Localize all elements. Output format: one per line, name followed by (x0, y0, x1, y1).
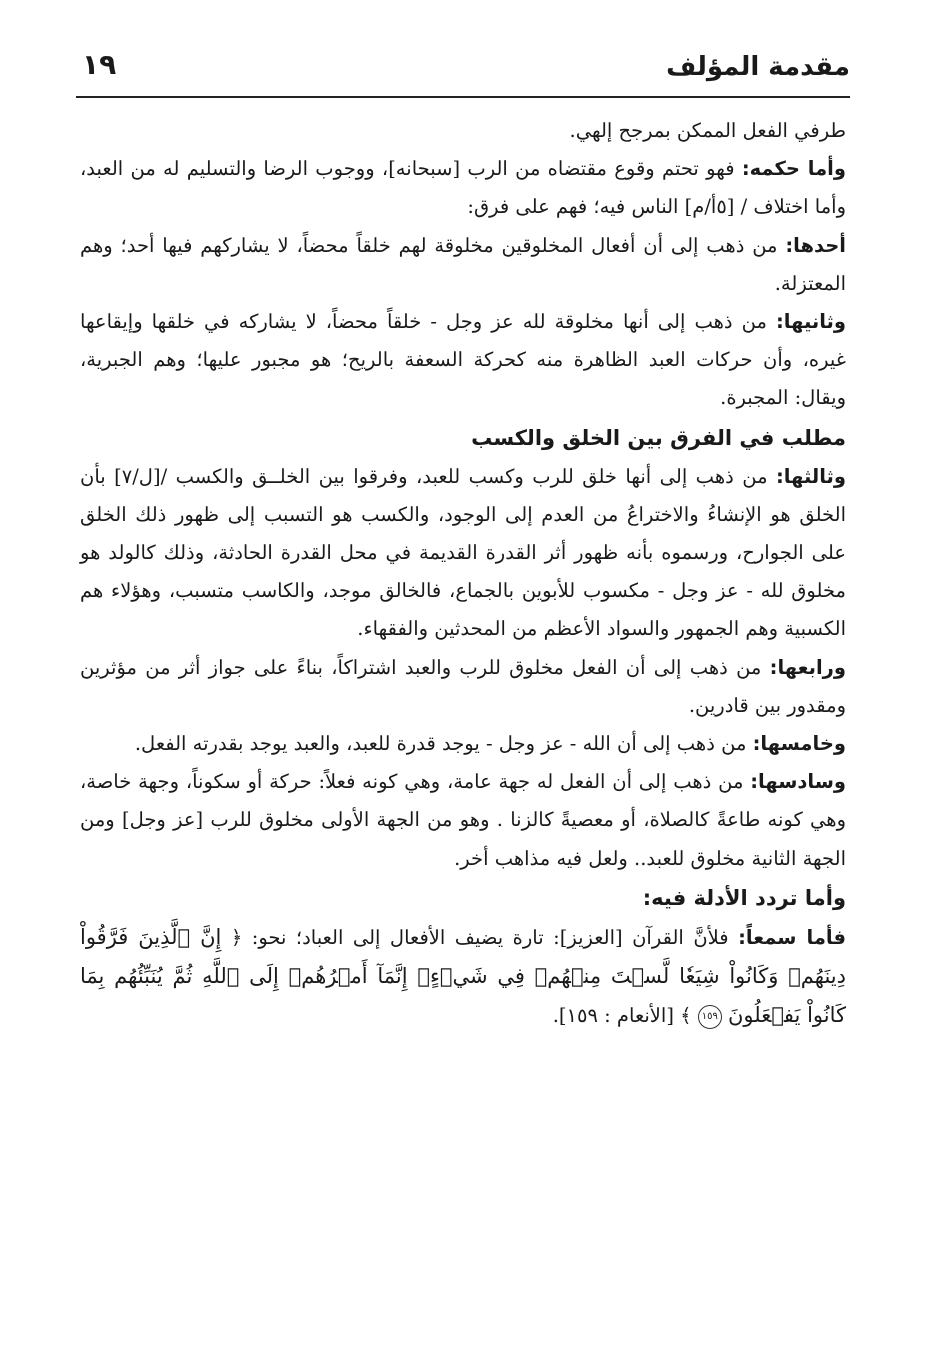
paragraph-lead: وثالثها: (775, 464, 846, 488)
paragraph-lead: وسادسها: (750, 770, 846, 794)
header-rule (76, 96, 850, 98)
paragraph-text: طرفي الفعل الممكن بمرجح إلهي. (569, 119, 846, 142)
paragraph-lead: وثانيها: (775, 310, 846, 334)
paragraph (80, 649, 846, 725)
paragraph (80, 303, 846, 418)
body-text (80, 112, 846, 1035)
paragraph-lead: وخامسها: (752, 732, 846, 756)
running-title: مقدمة المؤلف (666, 52, 850, 82)
paragraph-text: من ذهب إلى أن الله - عز وجل - يوجد قدرة للعبد، والعبد يوجد بقدرته الفعل. (134, 732, 753, 756)
paragraph-text: من ذهب إلى أنها مخلوقة لله عز وجل - خلقاً محضاً، لا يشاركه في خلقها وإيقاعها غيره، وأن حركات العبد الظاهرة منه كحركة السعفة بالريح؛ هو مجبور عليها؛ وهم الجبرية، ويقال: المجبرة. (80, 310, 846, 410)
page-header (76, 44, 850, 88)
paragraph (80, 458, 846, 649)
paragraph-text: فهو تحتم وقوع مقتضاه من الرب [سبحانه]، ووجوب الرضا والتسليم له من العبد، وأما اختلاف / [٥أ/م] الناس فيه؛ فهم على فرق: (80, 157, 846, 219)
paragraph-lead: ورابعها: (769, 655, 846, 679)
paragraph (80, 227, 846, 303)
paragraph (80, 150, 846, 226)
paragraph (80, 725, 846, 763)
paragraph (80, 918, 846, 1036)
paragraph-text: من ذهب إلى أنها خلق للرب وكسب للعبد، وفرقوا بين الخلــق والكسب /[ل/٧] بأن الخلق هو الإنشاءُ والاختراعُ من العدم إلى الوجود، والكسب هو التسبب إلى ظهور ذلك الخلق على الجوارح، ورسموه بأنه ظهور أثر القدرة القديمة في محل القدرة الحادثة، وذلك كالولد هو مخلوق لله - عز وجل - مكسوب للأبوين بالجماع، فالخالق موجد، والكاسب متسبب، وهؤلاء هم الكسبية وهم الجمهور والسواد الأعظم من المحدثين والفقهاء. (80, 464, 846, 641)
paragraph-lead: فأما سمعاً: (738, 925, 847, 949)
ayah-end-icon: ١٥٩ (698, 1005, 722, 1029)
paragraph (80, 763, 846, 878)
page-number: ١٩ (82, 48, 117, 81)
paragraph-text: فلأنَّ القرآن [العزيز]: تارة يضيف الأفعال إلى العباد؛ نحو: ﴿ (221, 925, 739, 949)
paragraph-lead: وأما حكمه: (741, 157, 846, 181)
paragraph-text: من ذهب إلى أن الفعل له جهة عامة، وهي كونه فعلاً: حركة أو سكوناً، وجهة خاصة، وهي كونه طاعةً كالصلاة، أو معصيةً كالزنا . وهو من الجهة الأولى مخلوق للرب [عز وجل] ومن الجهة الثانية مخلوق للعبد.. ولعل فيه مذاهب أخر. (80, 770, 846, 870)
paragraph-text: ﴾ [الأنعام : ١٥٩]. (552, 1004, 698, 1028)
paragraph (80, 112, 846, 150)
section-heading: مطلب في الفرق بين الخلق والكسب (471, 425, 846, 450)
paragraph-lead: أحدها: (785, 233, 846, 257)
paragraph-text: من ذهب إلى أن الفعل مخلوق للرب والعبد اشتراكاً، بناءً على جواز أثر من مؤثرين ومقدور بين قادرين. (80, 655, 846, 717)
evidence-heading: وأما تردد الأدلة فيه: (642, 885, 846, 910)
paragraph-text: من ذهب إلى أن أفعال المخلوقين مخلوقة لهم خلقاً محضاً، لا يشاركهم فيها أحد؛ وهم المعتزلة. (80, 233, 846, 295)
quran-verse: إِنَّ ٱلَّذِينَ فَرَّقُواْ دِينَهُمۡ وَكَانُواْ شِيَعٗا لَّسۡتَ مِنۡهُمۡ فِي شَيۡءٍۚ إِنَّمَآ أَمۡرُهُمۡ إِلَى ٱللَّهِ ثُمَّ يُنَبِّئُهُم بِمَا كَانُواْ يَفۡعَلُونَ (80, 924, 846, 1028)
